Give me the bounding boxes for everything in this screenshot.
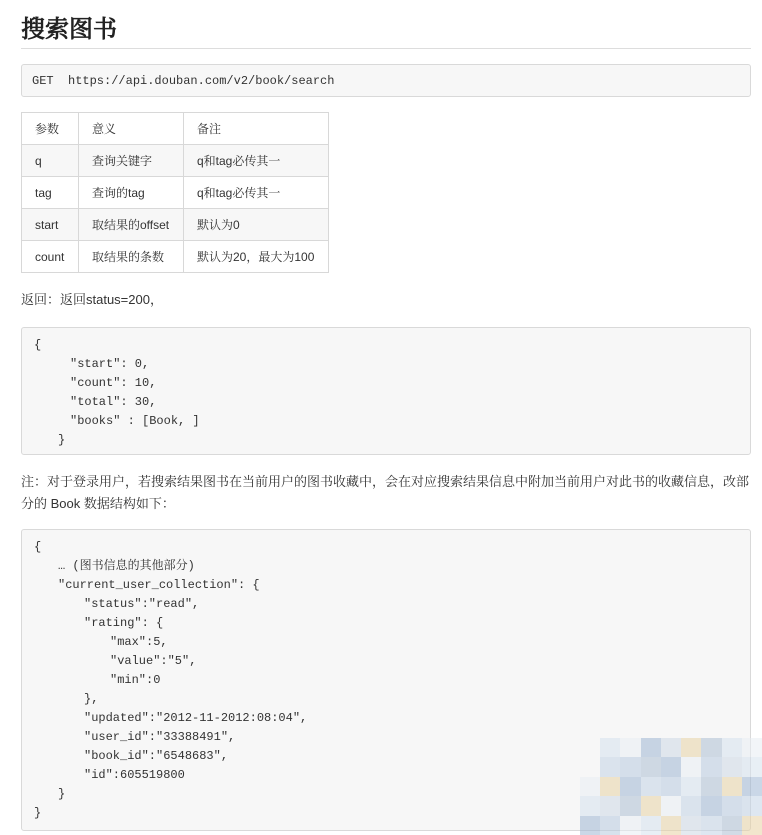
table-cell: 查询关键字 <box>79 145 184 177</box>
code-line: "book_id":"6548683", <box>84 749 229 763</box>
watermark-pixel <box>722 777 742 796</box>
watermark-pixel <box>600 777 620 796</box>
code-line: }, <box>84 692 99 706</box>
watermark-pixel <box>681 757 701 776</box>
watermark-pixel <box>661 816 681 835</box>
watermark-pixel <box>641 757 661 776</box>
watermark-pixel <box>701 796 721 815</box>
doc-page <box>21 0 751 831</box>
code-line: "rating": { <box>84 616 164 630</box>
watermark-pixel <box>661 738 681 757</box>
watermark-pixel <box>641 816 661 835</box>
watermark-pixel <box>600 816 620 835</box>
watermark-pixel <box>580 796 600 815</box>
watermark-pixel <box>641 738 661 757</box>
watermark-pixel <box>742 796 762 815</box>
watermark-pixel <box>722 738 742 757</box>
watermark-pixel <box>580 738 600 757</box>
watermark-pixel <box>661 777 681 796</box>
table-cell: tag <box>22 177 79 209</box>
watermark-pixel <box>620 816 640 835</box>
watermark-pixel <box>681 738 701 757</box>
watermark-pixel <box>701 777 721 796</box>
watermark-pixel <box>742 757 762 776</box>
table-cell: 取结果的offset <box>79 209 184 241</box>
watermark-pixel <box>620 757 640 776</box>
watermark-pixel <box>600 738 620 757</box>
table-row <box>22 145 329 177</box>
watermark-pixel <box>742 738 762 757</box>
table-cell: 查询的tag <box>79 177 184 209</box>
watermark-pixel <box>641 777 661 796</box>
table-cell: count <box>22 241 79 273</box>
watermark-pixel <box>600 757 620 776</box>
table-header-row <box>22 113 329 145</box>
table-row <box>22 241 329 273</box>
table-cell: 取结果的条数 <box>79 241 184 273</box>
response-code-block <box>21 327 751 455</box>
watermark-pixel <box>620 738 640 757</box>
code-line: "books" : [Book, ] <box>70 414 200 428</box>
table-cell: q和tag必传其一 <box>184 177 329 209</box>
table-cell: q <box>22 145 79 177</box>
note-text: 注：对于登录用户，若搜索结果图书在当前用户的图书收藏中，会在对应搜索结果信息中附加当前用户对此书的收藏信息，改部分的 Book 数据结构如下： <box>21 474 750 511</box>
code-line: "total": 30, <box>70 395 157 409</box>
watermark-pixel <box>661 757 681 776</box>
watermark-pixel <box>722 816 742 835</box>
watermark-pixel <box>580 757 600 776</box>
watermark-pixel <box>742 777 762 796</box>
pixelated-watermark <box>580 738 762 835</box>
watermark-pixel <box>701 738 721 757</box>
code-line: "id":605519800 <box>84 768 185 782</box>
watermark-pixel <box>722 796 742 815</box>
code-line: "value":"5", <box>110 654 197 668</box>
table-cell: start <box>22 209 79 241</box>
watermark-pixel <box>620 777 640 796</box>
code-line: "count": 10, <box>70 376 157 390</box>
code-line: { <box>34 338 42 352</box>
watermark-pixel <box>681 796 701 815</box>
code-line: "min":0 <box>110 673 161 687</box>
watermark-pixel <box>681 777 701 796</box>
watermark-pixel <box>722 757 742 776</box>
code-line: } <box>58 433 66 447</box>
header-cell: 意义 <box>79 113 184 145</box>
code-line: "max":5, <box>110 635 168 649</box>
watermark-pixel <box>661 796 681 815</box>
watermark-pixel <box>701 816 721 835</box>
code-line: } <box>34 806 42 820</box>
header-cell: 备注 <box>184 113 329 145</box>
watermark-pixel <box>600 796 620 815</box>
table-cell: 默认为0 <box>184 209 329 241</box>
page-title: 搜索图书 <box>21 0 751 49</box>
table-cell: q和tag必传其一 <box>184 145 329 177</box>
table-row <box>22 177 329 209</box>
params-table <box>21 112 329 273</box>
table-cell: 默认为20，最大为100 <box>184 241 329 273</box>
return-text: 返回：返回status=200， <box>21 292 163 307</box>
watermark-pixel <box>742 816 762 835</box>
request-url-block: GET https://api.douban.com/v2/book/search <box>21 64 751 97</box>
code-line: "current_user_collection": { <box>58 578 260 592</box>
watermark-pixel <box>701 757 721 776</box>
table-row <box>22 209 329 241</box>
code-line: } <box>58 787 66 801</box>
watermark-pixel <box>620 796 640 815</box>
watermark-pixel <box>580 816 600 835</box>
header-cell: 参数 <box>22 113 79 145</box>
code-line: "start": 0, <box>70 357 150 371</box>
code-line: "status":"read", <box>84 597 200 611</box>
code-line: "user_id":"33388491", <box>84 730 236 744</box>
watermark-pixel <box>681 816 701 835</box>
code-line: … (图书信息的其他部分) <box>58 559 195 573</box>
code-line: { <box>34 540 42 554</box>
watermark-pixel <box>580 777 600 796</box>
code-line: "updated":"2012-11-2012:08:04", <box>84 711 308 725</box>
watermark-pixel <box>641 796 661 815</box>
